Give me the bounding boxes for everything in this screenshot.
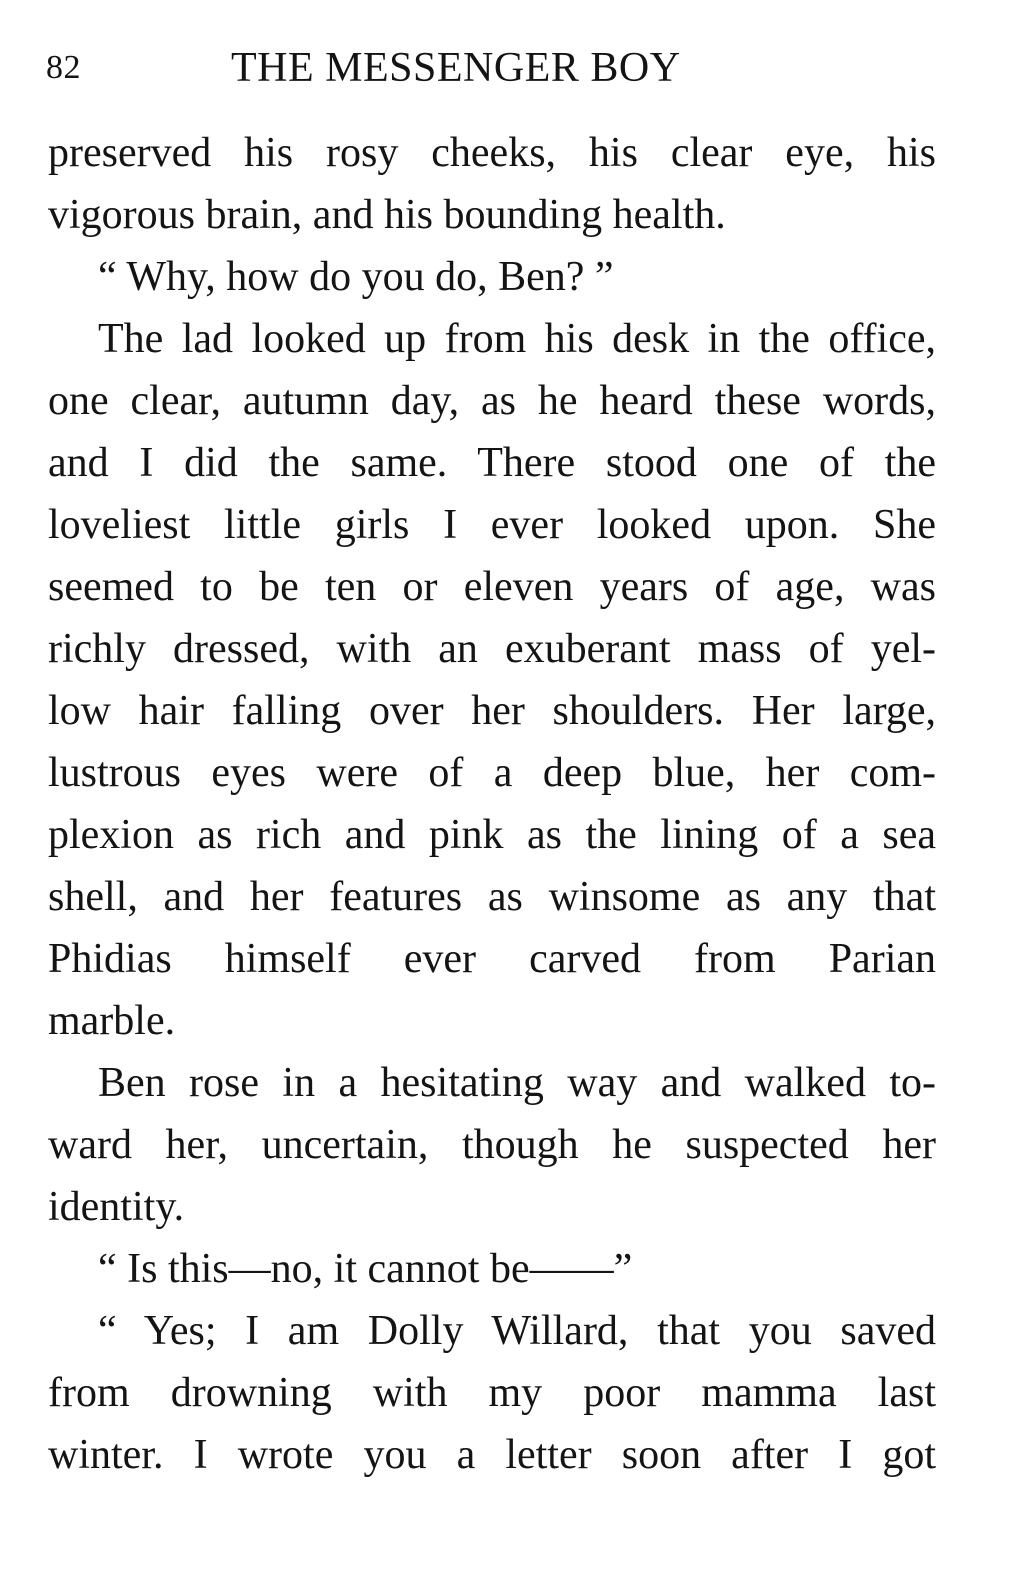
text-line: plexion as rich and pink as the lining of a sea [48,812,936,858]
text-line: richly dressed, with an exuberant mass of yel- [48,626,936,672]
text-line: “ Why, how do you do, Ben? ” [98,254,614,300]
text-line: marble. [48,998,176,1044]
text-line: Ben rose in a hesitating way and walked to- [98,1060,936,1106]
text-line: shell, and her features as winsome as any that [48,874,936,920]
text-line: one clear, autumn day, as he heard these words, [48,378,936,424]
running-title: THE MESSENGER BOY [231,45,681,91]
text-line: seemed to be ten or eleven years of age, was [48,564,936,610]
text-line: identity. [48,1184,185,1230]
text-line: lustrous eyes were of a deep blue, her com- [48,750,936,796]
text-line: low hair falling over her shoulders. Her large, [48,688,936,734]
text-line: vigorous brain, and his bounding health. [48,192,726,238]
text-line: “ Yes; I am Dolly Willard, that you saved [98,1308,936,1354]
text-line: winter. I wrote you a letter soon after I got [48,1432,936,1478]
text-line: preserved his rosy cheeks, his clear eye, his [48,130,936,176]
page-number: 82 [46,49,81,86]
text-line: Phidias himself ever carved from Parian [48,936,936,982]
body-text [48,122,936,1486]
text-line: and I did the same. There stood one of the [48,440,936,486]
text-line: from drowning with my poor mamma last [48,1370,936,1416]
running-head [46,38,746,98]
text-line: The lad looked up from his desk in the office, [98,316,936,362]
text-line: loveliest little girls I ever looked upon. She [48,502,936,548]
text-line: “ Is this—no, it cannot be——” [98,1246,633,1292]
text-line: ward her, uncertain, though he suspected her [48,1122,936,1168]
